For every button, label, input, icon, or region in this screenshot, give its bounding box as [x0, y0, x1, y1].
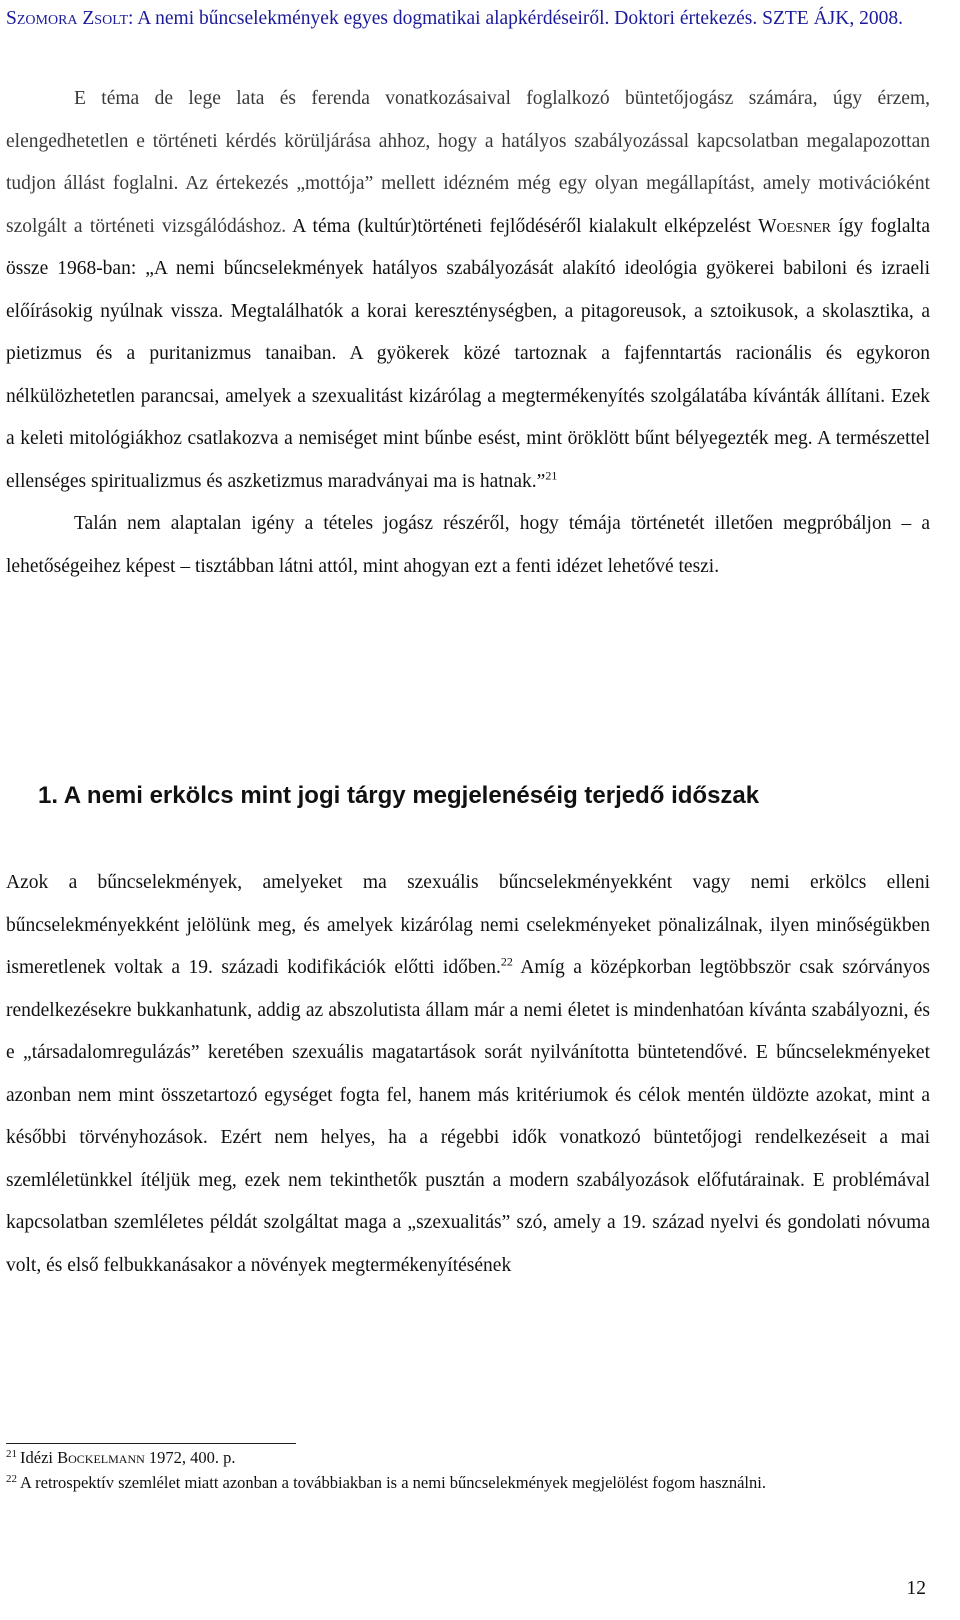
footnote-21-number: 21: [6, 1447, 17, 1460]
header-author-surname: Szomora: [6, 8, 78, 29]
paragraph-3-part-a: Azok a bűncselekmények, amelyeket ma szexuális bűncselekményekként vagy nemi erkölcs elleni bűncselekményekként jelölünk meg, és amelyek kizárólag nemi cselekményeket pönalizálnak, ilyen minőségükben ismeretlenek voltak a 19. századi kodifikációk előtti időben.: [6, 872, 930, 978]
footnotes: [6, 1447, 930, 1497]
header-title: : A nemi bűncselekmények egyes dogmatikai alapkérdéseiről. Doktori értekezés. SZTE ÁJK, 2008.: [128, 8, 903, 29]
paragraph-1: [6, 78, 930, 503]
footnote-21-author: Bockelmann: [57, 1448, 145, 1467]
cited-author-woesner: Woesner: [758, 215, 832, 237]
footnote-22: [6, 1472, 930, 1493]
footnote-divider: [6, 1443, 296, 1444]
footnote-22-text: A retrospektív szemlélet miatt azonban a továbbiakban is a nemi bűncselekmények megjelölést fogom használni.: [20, 1473, 766, 1492]
paragraph-3-part-b: Amíg a középkorban legtöbbször csak szórványos rendelkezésekre bukkanhatunk, addig az abszolutista állam már a nemi életet is mindenhatóan kívánta szabályozni, és e „társadalomregulázás” keretében szexuális magatartások sorát nyilvánította büntetendővé. E bűncselekményeket azonban nem mint összetartozó egységet fogta fel, hanem más kritériumok és célok mentén üldözte azokat, mint a későbbi törvényhozások. Ezért nem helyes, ha a régebbi idők vonatkozó büntetőjogi rendelkezéseit a mai szemléletünkkel ítéljük meg, ezek nem tekinthetők pusztán a modern szabályozások előfutárainak. E problémával kapcsolatban szemléletes példát szolgáltat maga a „szexualitás” szó, amely a 19. század nyelvi és gondolati nóvuma volt, és első felbukkanásakor a növények megtermékenyítésének: [6, 957, 930, 1276]
paragraph-1-quote-lead: A téma (kultúr)történeti fejlődéséről kialakult elképzelést: [286, 215, 759, 237]
section-heading: 1. A nemi erkölcs mint jogi tárgy megjelenéséig terjedő időszak: [38, 782, 760, 809]
paragraph-3: [6, 862, 930, 1287]
page-number: 12: [906, 1578, 926, 1599]
footnote-22-number: 22: [6, 1472, 17, 1485]
paragraph-2: Talán nem alaptalan igény a tételes jogász részéről, hogy témája történetét illetően megpróbáljon – a lehetőségeihez képest – tisztábban látni attól, mint ahogyan ezt a fenti idézet lehetővé teszi.: [6, 513, 930, 577]
header-author-forename: Zsolt: [82, 8, 129, 29]
paragraph-1-intro: E téma de lege lata és ferenda vonatkozásaival foglalkozó büntetőjogász számára, úgy érzem, elengedhetetlen e történeti kérdés körüljárása ahhoz, hogy a hatályos szabályozással kapcsolatban megalapozottan tudjon állást foglalni. Az értekezés „mottója” mellett idézném még egy olyan megállapítást, amely motivációként szolgált a történeti vizsgálódáshoz.: [6, 88, 930, 237]
footnote-21-text-b: 1972, 400. p.: [144, 1448, 236, 1467]
footnote-ref-21[interactable]: 21: [545, 468, 558, 482]
body-block-upper: [6, 78, 930, 588]
footnote-21-text-a: Idézi: [20, 1448, 58, 1467]
footnote-21: [6, 1447, 930, 1468]
running-header: [6, 4, 936, 34]
paragraph-1-quote: így foglalta össze 1968-ban: „A nemi bűncselekmények hatályos szabályozását alakító ideológia gyökerei babiloni és izraeli előírásokig nyúlnak vissza. Megtalálhatók a korai kereszténységben, a pitagoreusok, a sztoikusok, a skolasztika, a pietizmus és a puritanizmus tanaiban. A gyökerek közé tartoznak a fajfenntartás racionális és egykoron nélkülözhetetlen parancsai, amelyek a szexualitást kizárólag a megtermékenyítés szolgálatába kívánták állítani. Ezek a keleti mitológiákhoz csatlakozva a nemiséget mint bűnbe esést, mint öröklött bűnt bélyegezték meg. A természettel ellenséges spiritualizmus és aszketizmus maradványai ma is hatnak.”: [6, 215, 931, 492]
body-block-lower: [6, 862, 930, 1287]
footnote-ref-22[interactable]: 22: [500, 954, 513, 969]
